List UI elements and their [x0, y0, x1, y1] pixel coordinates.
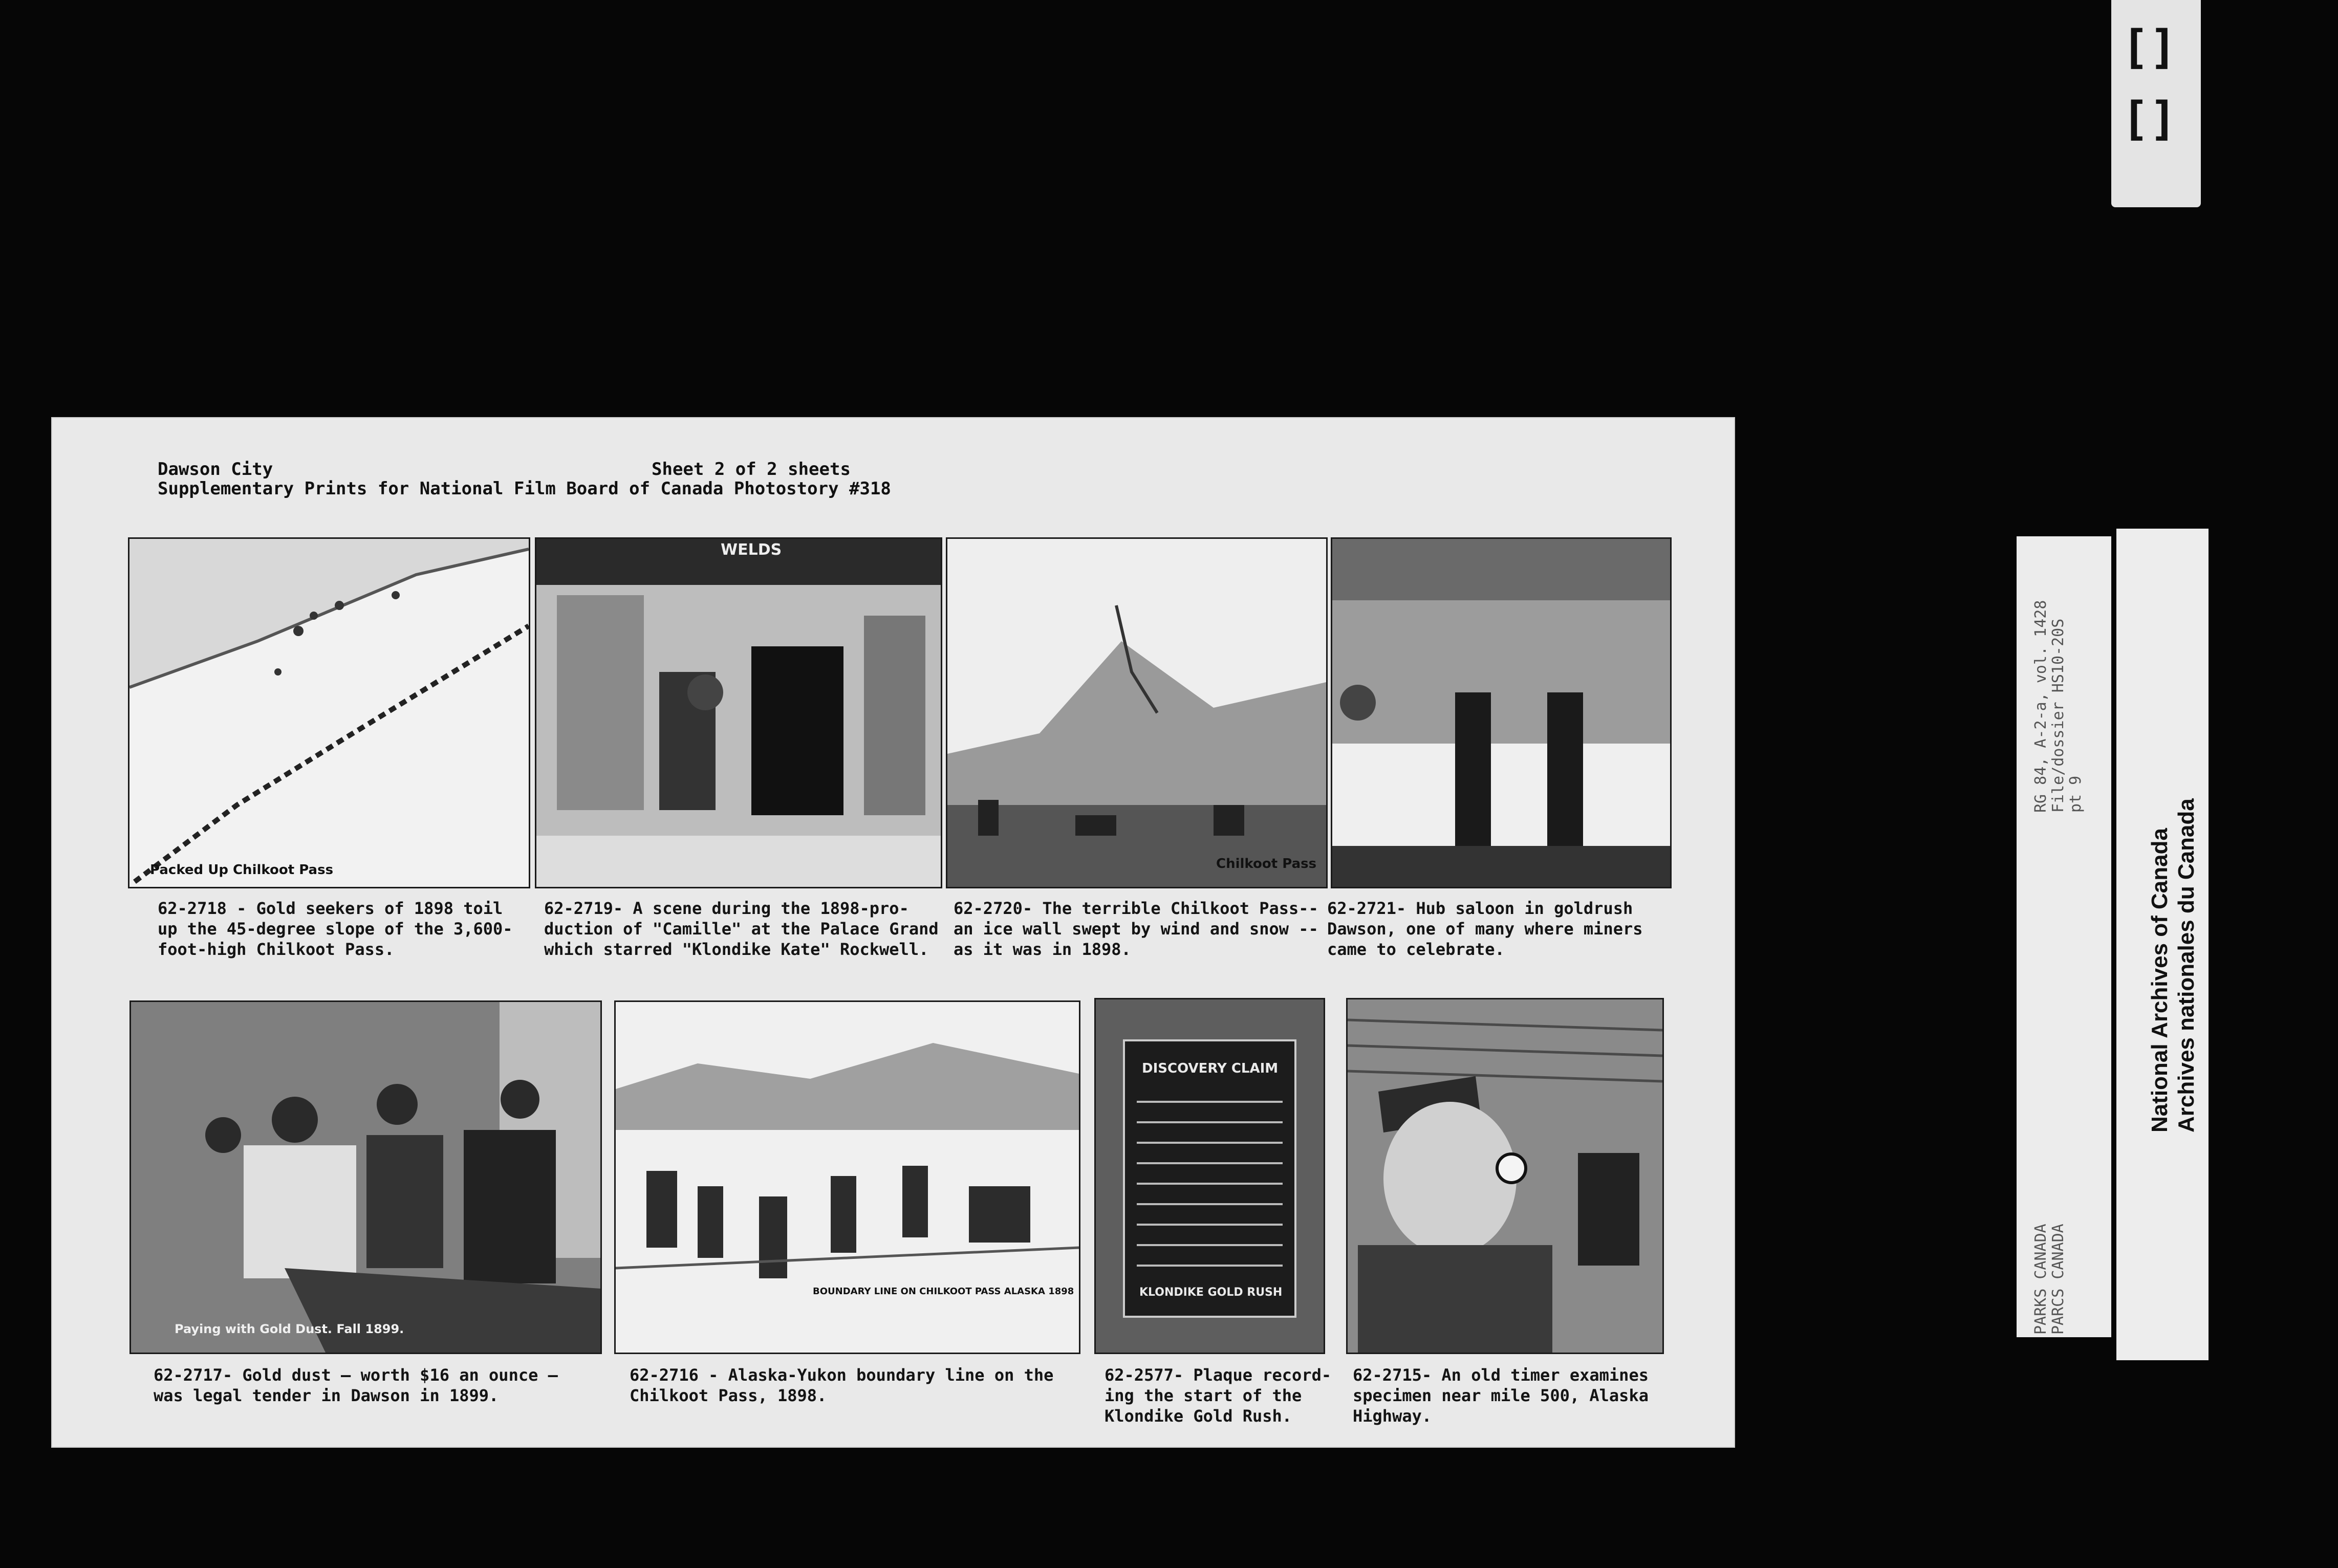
- agency-en: PARKS CANADA: [2032, 1224, 2050, 1335]
- tab-mark-2: []: [2121, 92, 2177, 146]
- photo-label-chilkoot-slope: Packed Up Chilkoot Pass: [150, 862, 334, 878]
- sheet-location: Dawson City: [158, 459, 273, 480]
- photo-label-chilkoot-pass: Chilkoot Pass: [1216, 856, 1317, 872]
- photo-old-timer: [1346, 998, 1664, 1354]
- plaque-title: DISCOVERY CLAIM: [1142, 1061, 1279, 1076]
- caption-62-2721: 62-2721- Hub saloon in goldrush Dawson, one of many where miners came to celebrate.: [1327, 899, 1643, 959]
- caption-62-2717: 62-2717- Gold dust — worth $16 an ounce — was legal tender in Dawson in 1899.: [154, 1365, 558, 1405]
- photo-palace-grand: [535, 537, 942, 888]
- caption-62-2718: 62-2718 - Gold seekers of 1898 toil up the 45-degree slope of the 3,600- foot-high Chilkoot Pass.: [158, 899, 513, 959]
- institution-en: National Archives of Canada: [2147, 828, 2172, 1133]
- caption-62-2719: 62-2719- A scene during the 1898-pro- duction of "Camille" at the Palace Grand which starred "Klondike Kate" Rockwell.: [544, 899, 939, 959]
- institution-label: [2116, 529, 2209, 1360]
- photo-hub-saloon: [1331, 537, 1672, 888]
- sheet-number: Sheet 2 of 2 sheets: [652, 459, 851, 480]
- photo-label-boundary-line: BOUNDARY LINE ON CHILKOOT PASS ALASKA 1898: [813, 1286, 1074, 1297]
- tab-mark-1: []: [2121, 20, 2177, 74]
- caption-62-2715: 62-2715- An old timer examines specimen near mile 500, Alaska Highway.: [1353, 1365, 1649, 1426]
- institution-fr: Archives nationales du Canada: [2174, 798, 2199, 1133]
- agency-fr: PARCS CANADA: [2049, 1224, 2067, 1335]
- caption-62-2716: 62-2716 - Alaska-Yukon boundary line on the Chilkoot Pass, 1898.: [630, 1365, 1054, 1405]
- reference-line-2: File/dossier HS10-20S: [2049, 618, 2067, 813]
- photo-label-gold-dust: Paying with Gold Dust. Fall 1899.: [175, 1322, 404, 1336]
- photo-gold-dust: [129, 1000, 602, 1354]
- plaque-footer: KLONDIKE GOLD RUSH: [1139, 1286, 1283, 1299]
- photo-chilkoot-pass-ice: [946, 537, 1328, 888]
- caption-62-2577: 62-2577- Plaque record- ing the start of the Klondike Gold Rush.: [1105, 1365, 1332, 1426]
- reference-line-3: pt 9: [2067, 775, 2085, 813]
- reference-line-1: RG 84, A-2-a, vol. 1428: [2032, 600, 2050, 813]
- document-sheet: [51, 417, 1735, 1448]
- photo-label-palace-grand: WELDS: [721, 541, 782, 559]
- sheet-subtitle: Supplementary Prints for National Film Board of Canada Photostory #318: [158, 478, 891, 499]
- archive-reference-label: [2017, 536, 2111, 1337]
- photo-boundary-line: [614, 1000, 1080, 1354]
- photo-chilkoot-slope: [128, 537, 530, 888]
- film-tab: [2111, 0, 2201, 207]
- caption-62-2720: 62-2720- The terrible Chilkoot Pass-- an ice wall swept by wind and snow -- as it was in 1898.: [954, 899, 1318, 959]
- photo-discovery-plaque: [1094, 998, 1325, 1354]
